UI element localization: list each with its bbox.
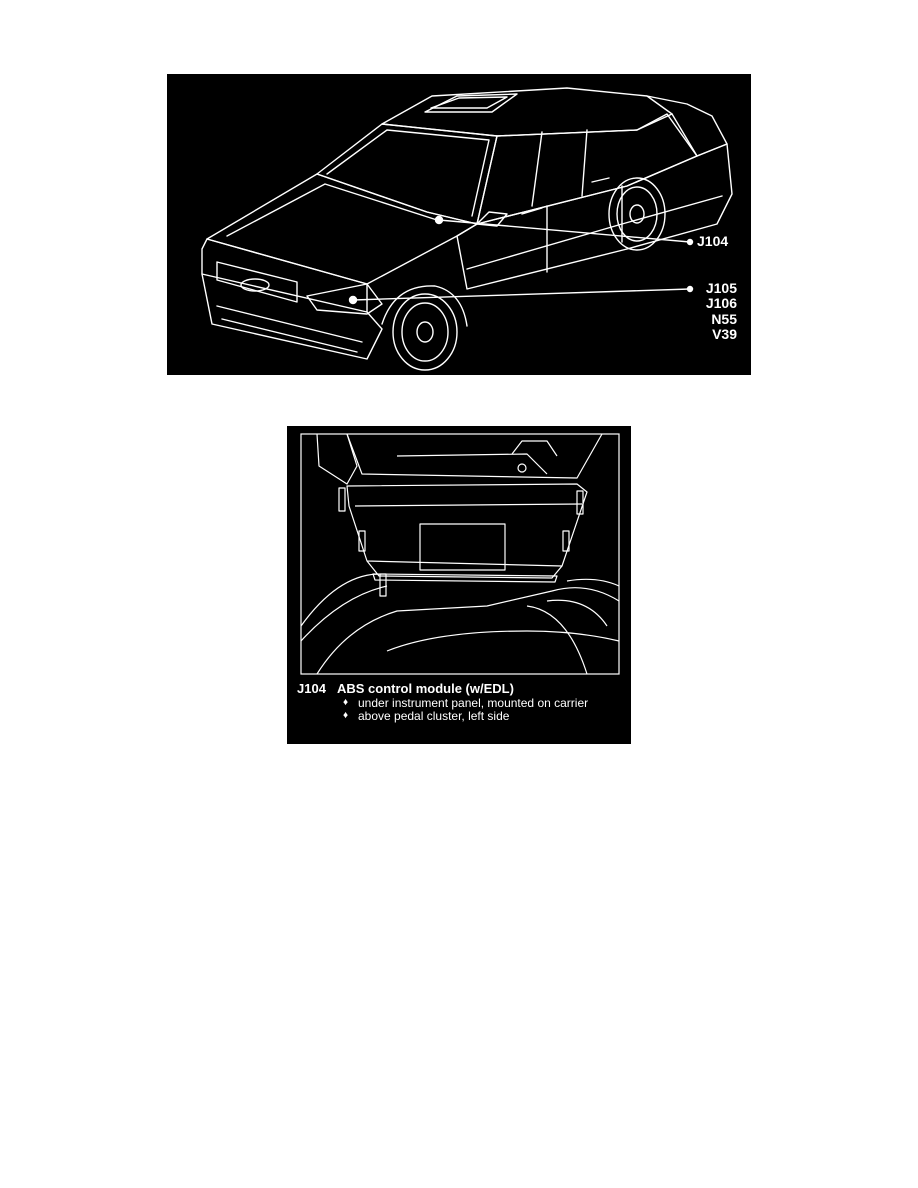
diamond-bullet-icon: ♦	[343, 709, 349, 721]
callout-v39: V39	[712, 326, 737, 342]
callout-j106: J106	[705, 295, 737, 311]
caption-title-text: ABS control module (w/EDL)	[337, 681, 514, 696]
callout-j104: J104	[697, 233, 729, 249]
abs-module-diagram	[287, 426, 631, 744]
caption-title	[297, 681, 623, 696]
callout-j105: J105	[705, 280, 737, 296]
diamond-bullet-icon: ♦	[343, 697, 349, 708]
caption-bullet-item	[297, 710, 623, 723]
car-location-diagram	[167, 74, 751, 375]
car-outline-drawing	[167, 74, 751, 375]
caption-bullet-text: above pedal cluster, left side	[358, 708, 510, 723]
module-caption	[297, 681, 623, 722]
callout-n55: N55	[711, 311, 737, 327]
caption-bullet-text: under instrument panel, mounted on carrier	[358, 696, 589, 710]
caption-bullet-list	[297, 697, 623, 722]
caption-code: J104	[297, 681, 326, 696]
